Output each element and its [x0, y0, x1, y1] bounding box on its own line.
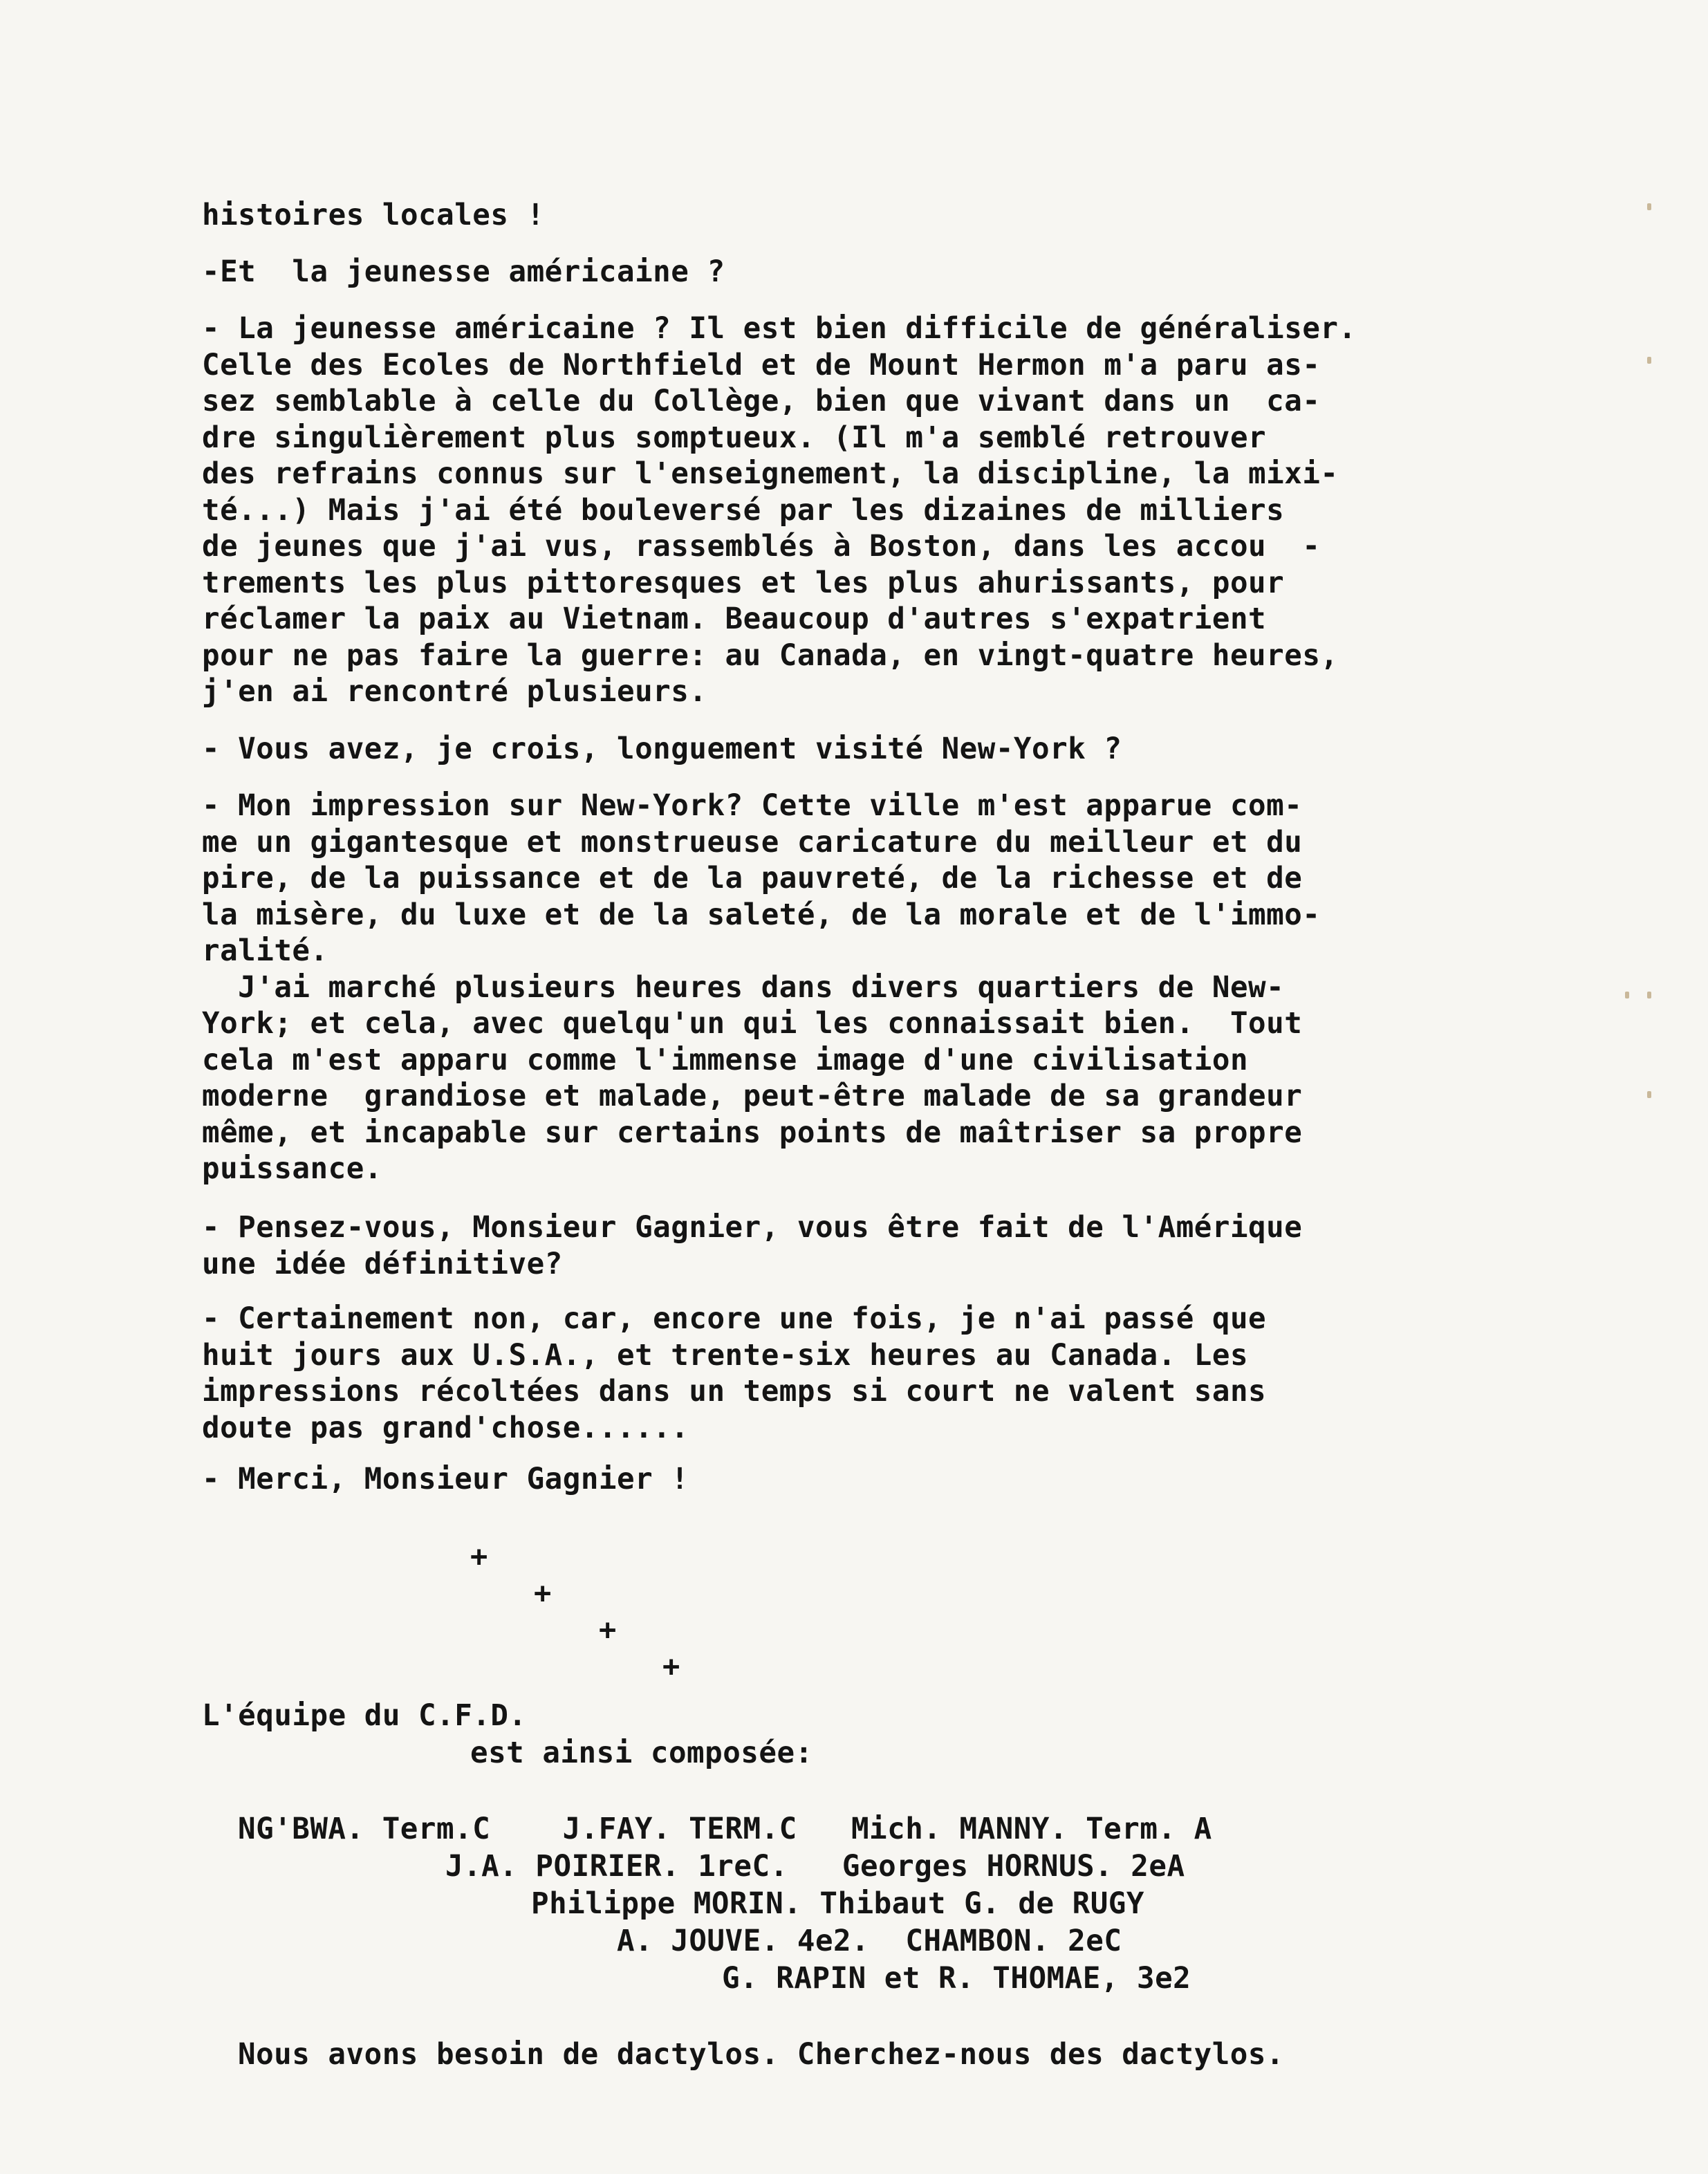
- text-line: histoires locales !: [202, 198, 545, 232]
- staple-mark: [1647, 357, 1651, 364]
- staple-mark: [1625, 992, 1629, 998]
- team-subtitle: est ainsi composée:: [470, 1736, 813, 1770]
- footer-note: Nous avons besoin de dactylos. Cherchez-nous des dactylos.: [238, 2038, 1285, 2072]
- paragraph: [202, 788, 1557, 1188]
- text-line: me un gigantesque et monstrueuse caricature du meilleur et du: [202, 825, 1303, 860]
- text-line: même, et incapable sur certains points de maîtriser sa propre: [202, 1115, 1303, 1150]
- text-line: pour ne pas faire la guerre: au Canada, en vingt-quatre heures,: [202, 638, 1339, 673]
- text-line: sez semblable à celle du Collège, bien que vivant dans un ca-: [202, 384, 1321, 418]
- paragraph: [202, 732, 1557, 768]
- text-line: puissance.: [202, 1152, 382, 1186]
- text-line: - La jeunesse américaine ? Il est bien difficile de généraliser.: [202, 312, 1357, 346]
- text-line: des refrains connus sur l'enseignement, la discipline, la mixi-: [202, 457, 1339, 491]
- text-line: - Vous avez, je crois, longuement visité New-York ?: [202, 732, 1122, 766]
- text-line: -Et la jeunesse américaine ?: [202, 255, 725, 289]
- text-line: j'en ai rencontré plusieurs.: [202, 675, 707, 709]
- text-line: - Pensez-vous, Monsieur Gagnier, vous être fait de l'Amérique: [202, 1211, 1303, 1245]
- text-line: L'équipe du C.F.D.: [202, 1699, 527, 1733]
- paragraph: [202, 1462, 1557, 1498]
- text-line: de jeunes que j'ai vus, rassemblés à Boston, dans les accou -: [202, 530, 1321, 564]
- text-line: ralité.: [202, 934, 328, 968]
- text-line: té...) Mais j'ai été bouleversé par les dizaines de milliers: [202, 493, 1285, 528]
- text-line: la misère, du luxe et de la saleté, de la morale et de l'immo-: [202, 898, 1321, 932]
- text-line: trements les plus pittoresques et les plus ahurissants, pour: [202, 566, 1285, 600]
- separator-plus: +: [599, 1613, 617, 1646]
- team-line: Philippe MORIN. Thibaut G. de RUGY: [531, 1887, 1144, 1921]
- team-line: G. RAPIN et R. THOMAE, 3e2: [722, 1962, 1191, 1996]
- text-line: - Merci, Monsieur Gagnier !: [202, 1462, 689, 1496]
- text-line: doute pas grand'chose......: [202, 1411, 689, 1445]
- paragraph: [202, 1301, 1557, 1447]
- text-line: réclamer la paix au Vietnam. Beaucoup d'autres s'expatrient: [202, 602, 1267, 636]
- staple-mark: [1647, 203, 1651, 210]
- paragraph: [202, 198, 1557, 234]
- text-line: J'ai marché plusieurs heures dans divers quartiers de New-: [202, 970, 1285, 1005]
- text-line: York; et cela, avec quelqu'un qui les connaissait bien. Tout: [202, 1007, 1303, 1041]
- text-line: cela m'est apparu comme l'immense image d'une civilisation: [202, 1043, 1249, 1077]
- text-line: - Certainement non, car, encore une fois, je n'ai passé que: [202, 1302, 1267, 1336]
- paragraph: [202, 254, 1557, 291]
- team-line: NG'BWA. Term.C J.FAY. TERM.C Mich. MANNY. Term. A: [238, 1812, 1212, 1846]
- paragraph: [202, 1210, 1557, 1283]
- staple-mark: [1647, 1091, 1651, 1098]
- text-line: huit jours aux U.S.A., et trente-six heures au Canada. Les: [202, 1338, 1249, 1373]
- paragraph: [202, 311, 1557, 711]
- text-line: une idée définitive?: [202, 1247, 563, 1281]
- text-line: dre singulièrement plus somptueux. (Il m'a semblé retrouver: [202, 420, 1267, 455]
- text-line: - Mon impression sur New-York? Cette ville m'est apparue com-: [202, 789, 1303, 823]
- paragraph: [202, 1698, 1557, 1735]
- staple-mark: [1647, 992, 1651, 998]
- text-line: moderne grandiose et malade, peut-être malade de sa grandeur: [202, 1079, 1303, 1113]
- separator-plus: +: [534, 1576, 552, 1610]
- team-line: J.A. POIRIER. 1reC. Georges HORNUS. 2eA: [445, 1850, 1185, 1884]
- team-line: A. JOUVE. 4e2. CHAMBON. 2eC: [617, 1924, 1122, 1958]
- separator-plus: +: [662, 1649, 680, 1683]
- text-line: pire, de la puissance et de la pauvreté, de la richesse et de: [202, 862, 1303, 895]
- separator-plus: +: [470, 1539, 488, 1573]
- text-line: Celle des Ecoles de Northfield et de Mount Hermon m'a paru as-: [202, 348, 1321, 382]
- text-line: impressions récoltées dans un temps si court ne valent sans: [202, 1375, 1267, 1409]
